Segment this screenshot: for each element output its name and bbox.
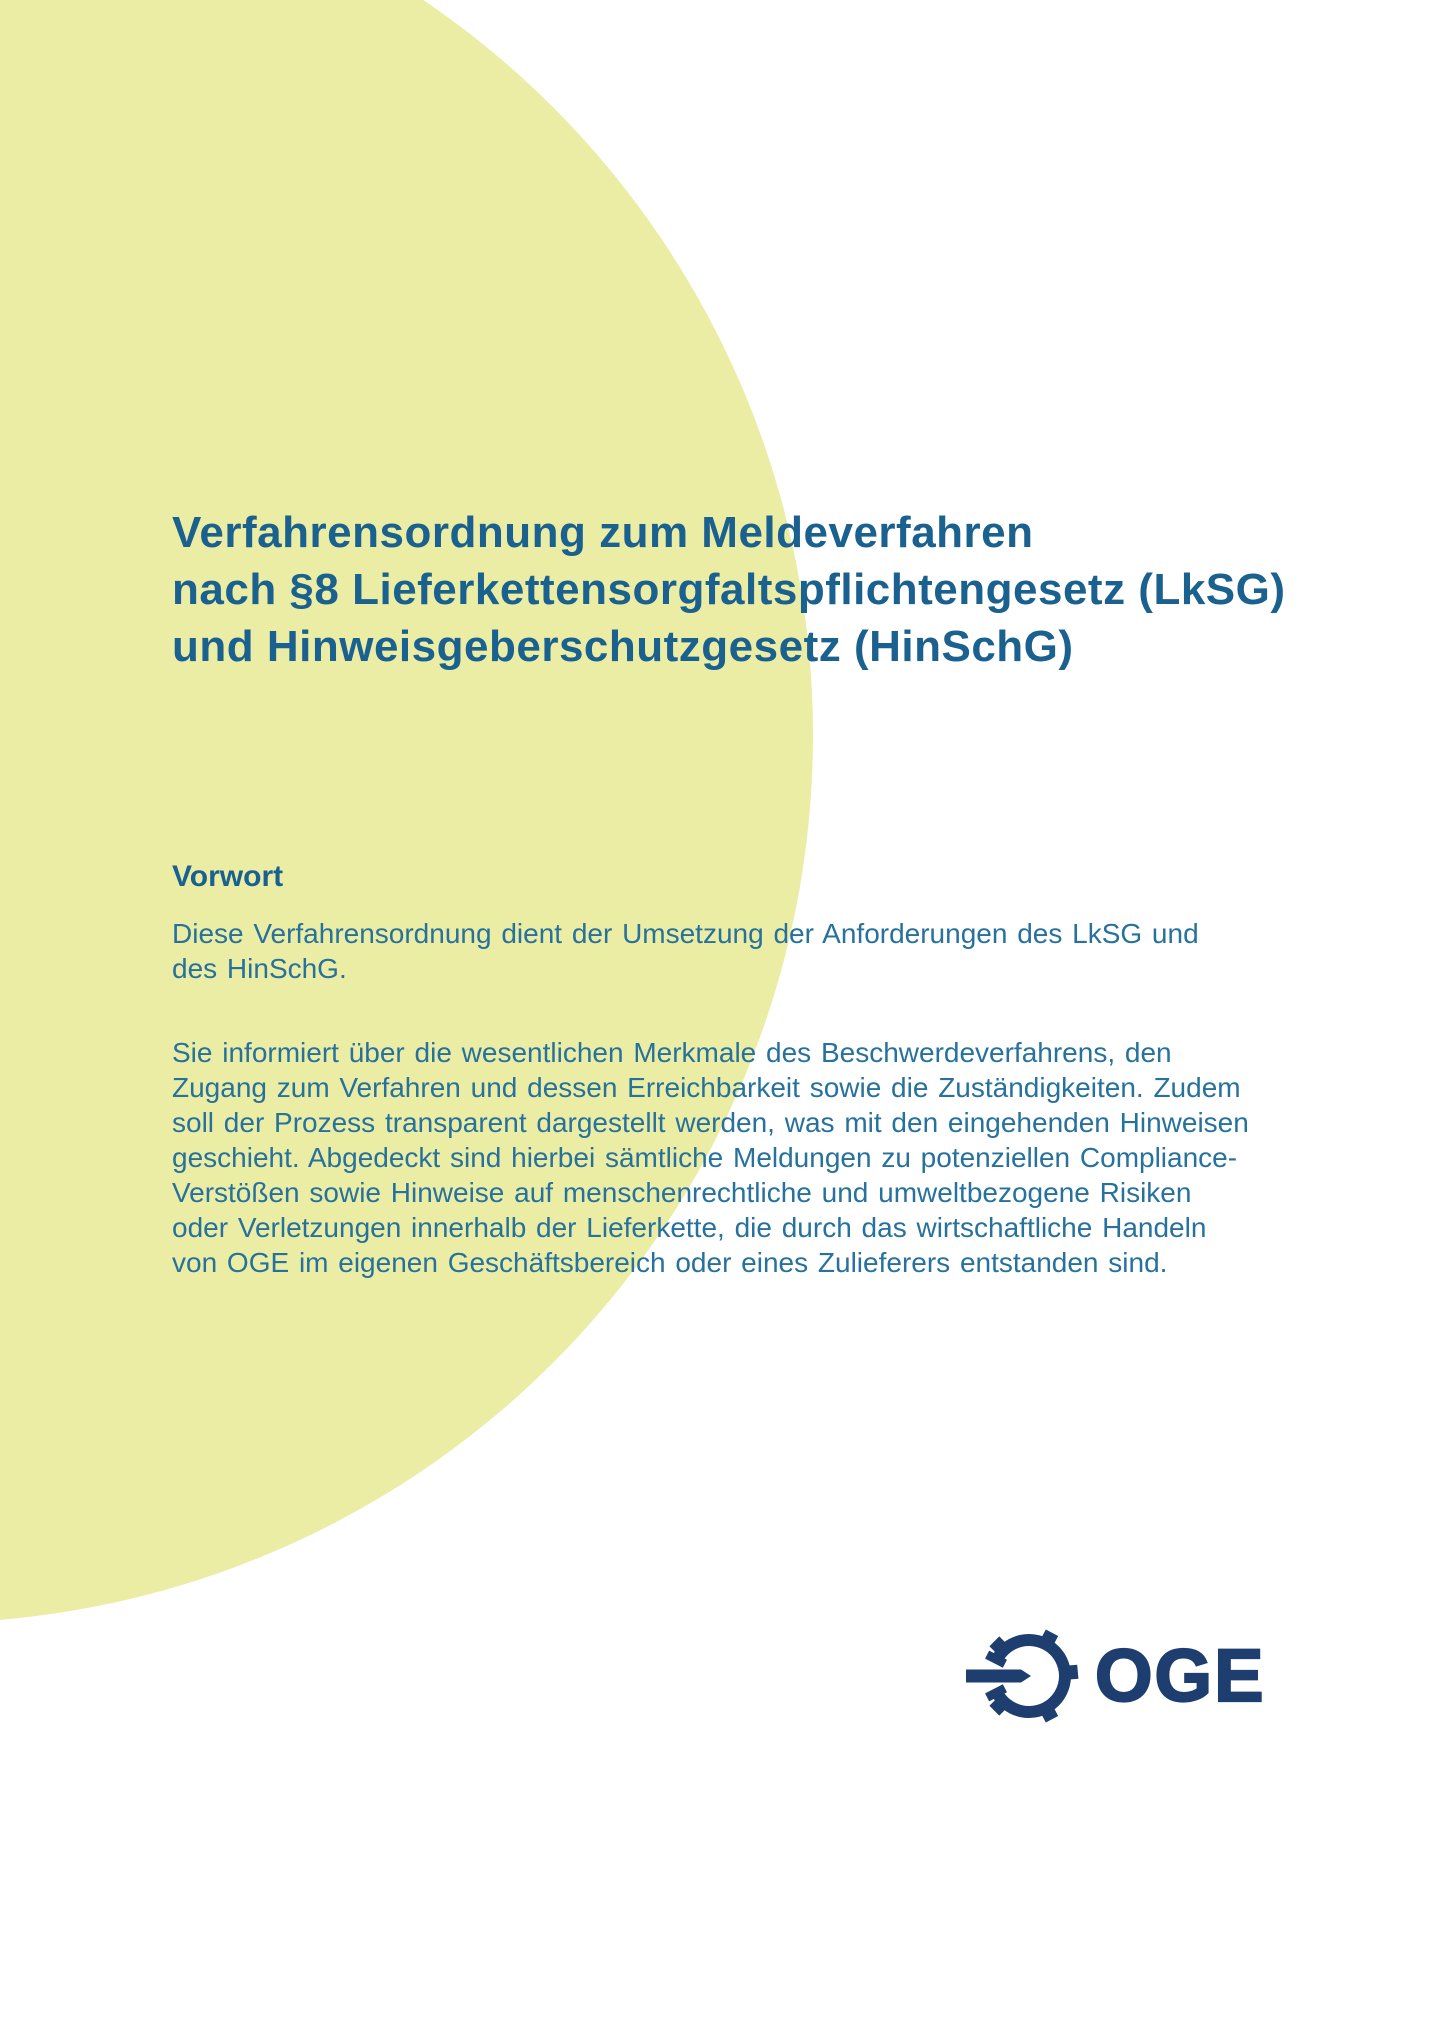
paragraph-intro-line-2: des HinSchG. (172, 953, 347, 984)
document-title (172, 504, 1352, 675)
paragraph-intro-line-1: Diese Verfahrensordnung dient der Umsetzung der Anforderungen des LkSG und (172, 918, 1199, 949)
document-title-line-3: und Hinweisgeberschutzgesetz (HinSchG) (172, 622, 1074, 671)
pipeline-ring-icon (960, 1626, 1080, 1726)
document-title-line-2: nach §8 Lieferkettensorgfaltspflichtengesetz (LkSG) (172, 565, 1286, 614)
paragraph-details-line-6: oder Verletzungen innerhalb der Lieferkette, die durch das wirtschaftliche Handeln (172, 1212, 1207, 1243)
document-title-line-1: Verfahrensordnung zum Meldeverfahren (172, 508, 1034, 557)
paragraph-details-line-7: von OGE im eigenen Geschäftsbereich oder eines Zulieferers entstanden sind. (172, 1247, 1168, 1278)
paragraph-details-line-1: Sie informiert über die wesentlichen Merkmale des Beschwerdeverfahrens, den (172, 1037, 1172, 1068)
paragraph-details-line-3: soll der Prozess transparent dargestellt werden, was mit den eingehenden Hinweisen (172, 1107, 1249, 1138)
paragraph-details-line-4: geschieht. Abgedeckt sind hierbei sämtliche Meldungen zu potenziellen Compliance- (172, 1142, 1238, 1173)
paragraph-intro (172, 916, 1199, 986)
oge-logo-wordmark: OGE (1095, 1634, 1266, 1717)
paragraph-details (172, 1035, 1249, 1280)
paragraph-details-line-2: Zugang zum Verfahren und dessen Erreichbarkeit sowie die Zuständigkeiten. Zudem (172, 1072, 1241, 1103)
section-heading-vorwort: Vorwort (172, 860, 284, 893)
paragraph-details-line-5: Verstößen sowie Hinweise auf menschenrechtliche und umweltbezogene Risiken (172, 1177, 1192, 1208)
